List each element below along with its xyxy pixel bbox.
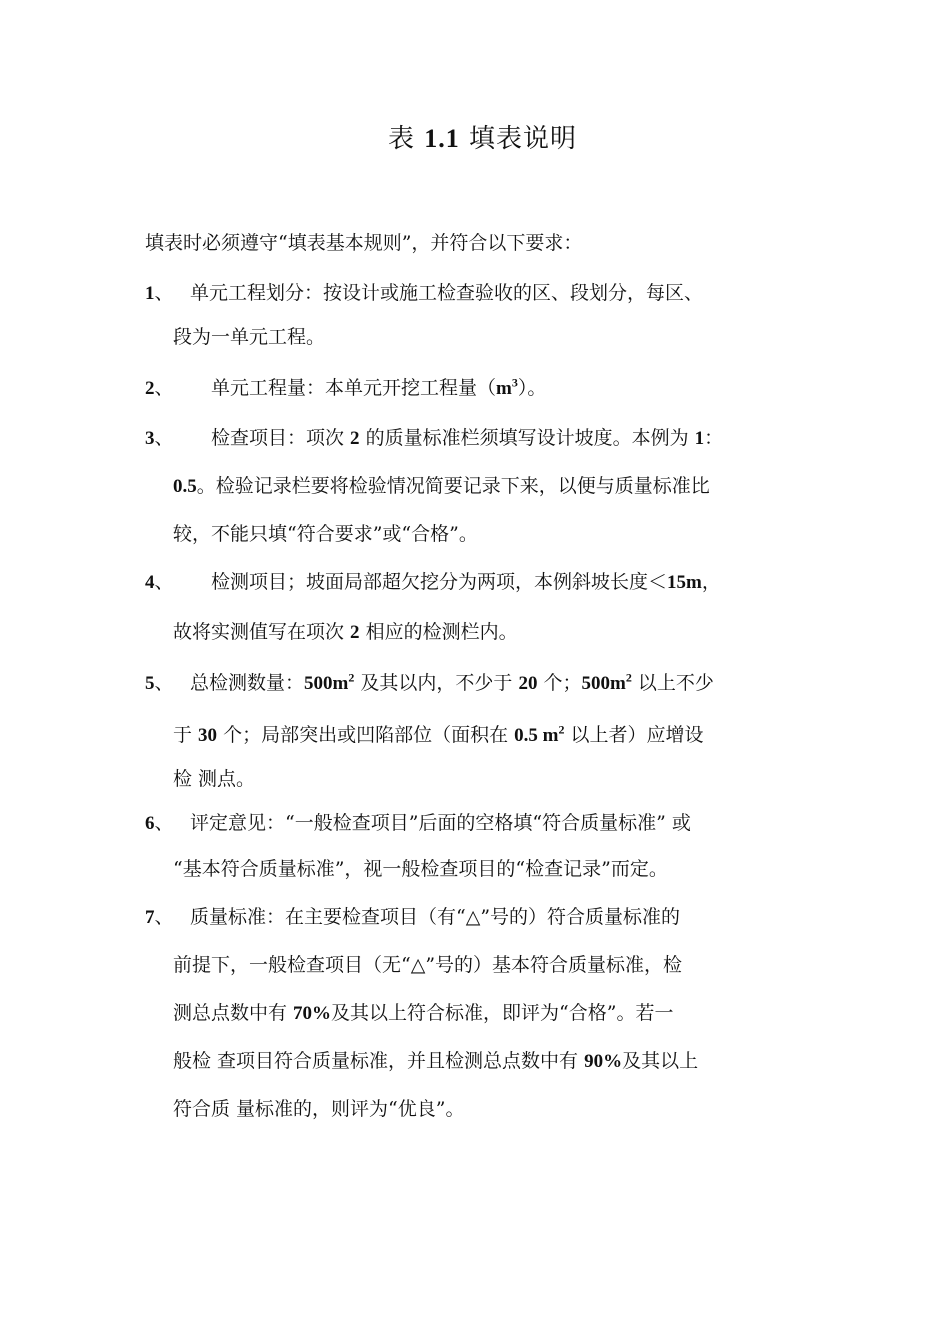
title-prefix: 表: [387, 124, 415, 154]
item-text-line: 0.5。检验记录栏要将检验情况简要记录下来，以便与质量标准比: [173, 475, 710, 497]
item-text-line: 段为一单元工程。: [173, 326, 326, 348]
item-text-line: 总检测数量：$500m^2$ 及其以内，不少于 20 个；$500m^2$ 以上不少: [190, 670, 714, 694]
item-text-line: 单元工程量：本单元开挖工程量$(m^3)$。: [211, 375, 547, 399]
page-title: [0, 118, 950, 155]
item-text-line: “基本符合质量标准”，视一般检查项目的“检查记录”而定。: [173, 858, 668, 880]
item-text-line: 检查项目：项次 2 的质量标准栏须填写设计坡度。本例为 1：: [211, 427, 724, 449]
item-number: 5、: [145, 672, 174, 694]
item-text-line: 测总点数中有 70%及其以上符合标准，即评为“合格”。若一: [173, 1002, 674, 1024]
item-number: 2、: [145, 377, 174, 399]
item-text-line: 检 测点。: [173, 768, 256, 790]
item-text-line: 单元工程划分：按设计或施工检查验收的区、段划分，每区、: [190, 282, 704, 304]
item-number: 7、: [145, 906, 174, 928]
item-text-line: 评定意见：“一般检查项目”后面的空格填“符合质量标准” 或: [190, 812, 691, 834]
item-text-line: 检测项目；坡面局部超欠挖分为两项，本例斜坡长度＜15m，: [211, 571, 721, 593]
item-number: 4、: [145, 571, 174, 593]
item-text-line: 较，不能只填“符合要求”或“合格”。: [173, 523, 478, 545]
item-number: 3、: [145, 427, 174, 449]
item-number: 6、: [145, 812, 174, 834]
item-text-line: 故将实测值写在项次 2 相应的检测栏内。: [173, 621, 518, 643]
item-number: 1、: [145, 282, 174, 304]
item-text-line: 符合质 量标准的，则评为“优良”。: [173, 1098, 465, 1120]
item-text-line: 于 30 个；局部突出或凹陷部位（面积在 0.5 $m^2$ 以上者）应增设: [173, 722, 704, 746]
item-text-line: 般检 查项目符合质量标准，并且检测总点数中有 90%及其以上: [173, 1050, 699, 1072]
item-text-line: 质量标准：在主要检查项目（有“△”号的）符合质量标准的: [190, 906, 681, 928]
intro-paragraph: 填表时必须遵守“填表基本规则”，并符合以下要求：: [145, 232, 583, 254]
title-text: 填表说明: [469, 124, 578, 154]
item-text-line: 前提下，一般检查项目（无“△”号的）基本符合质量标准，检: [173, 954, 683, 976]
title-number: 1.1: [424, 124, 460, 153]
